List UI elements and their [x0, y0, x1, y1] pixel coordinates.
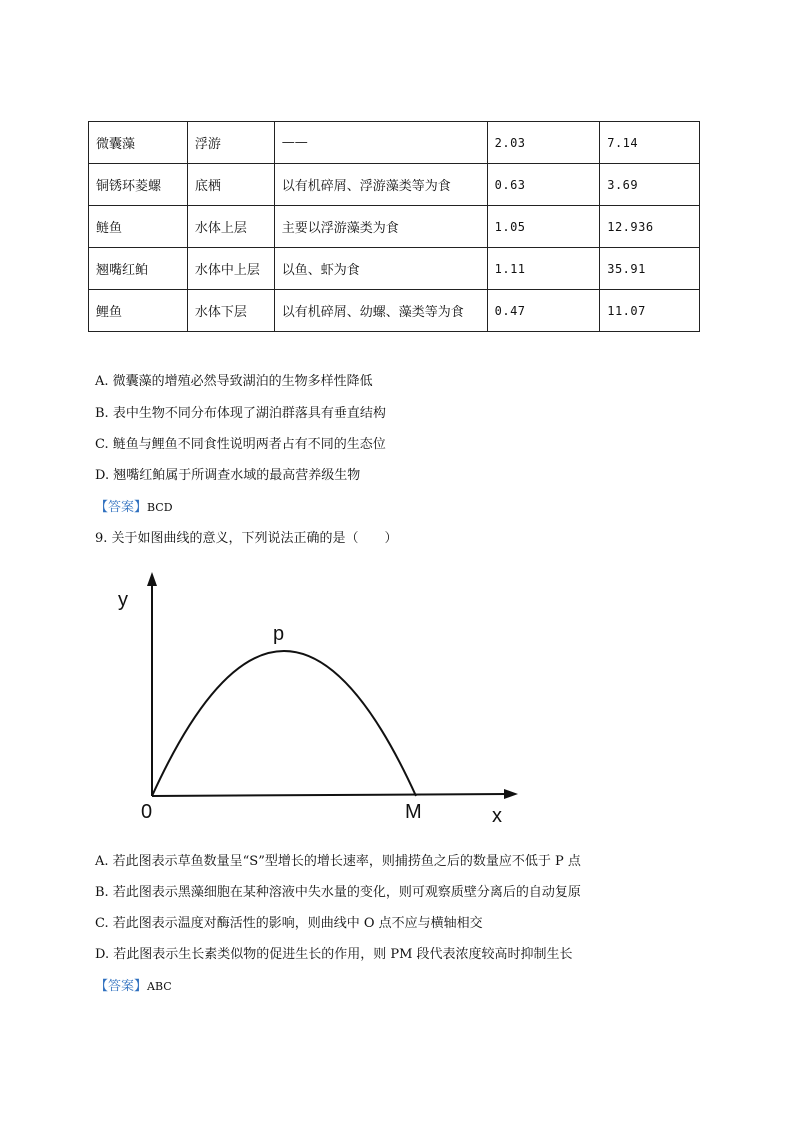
cell-species: 鲤鱼 — [89, 290, 188, 332]
q8-option-b: B. 表中生物不同分布体现了湖泊群落具有垂直结构 — [95, 406, 386, 421]
cell-habitat: 水体上层 — [187, 206, 274, 248]
data-table — [88, 121, 700, 332]
cell-value-2: 12.936 — [600, 206, 700, 248]
y-axis-arrow — [147, 572, 157, 586]
cell-habitat: 水体中上层 — [187, 248, 274, 290]
q9-stem: 9. 关于如图曲线的意义，下列说法正确的是（ ） — [95, 531, 398, 546]
cell-value-2: 7.14 — [600, 122, 700, 164]
table-row — [89, 290, 700, 332]
table-row — [89, 248, 700, 290]
cell-value-2: 35.91 — [600, 248, 700, 290]
cell-value-1: 1.05 — [487, 206, 600, 248]
answer-tag: 【答案】 — [95, 979, 148, 994]
cell-value-1: 2.03 — [487, 122, 600, 164]
cell-species: 翘嘴红鲌 — [89, 248, 188, 290]
cell-species: 鲢鱼 — [89, 206, 188, 248]
cell-diet: 以有机碎屑、浮游藻类等为食 — [274, 164, 487, 206]
x-axis — [152, 794, 508, 796]
cell-diet: —— — [274, 122, 487, 164]
q9-option-a: A. 若此图表示草鱼数量呈“S”型增长的增长速率，则捕捞鱼之后的数量应不低于 P 点 — [95, 854, 581, 869]
cell-value-1: 0.47 — [487, 290, 600, 332]
cell-diet: 以鱼、虾为食 — [274, 248, 487, 290]
answer-tag: 【答案】 — [95, 500, 148, 515]
table-row — [89, 122, 700, 164]
cell-value-1: 0.63 — [487, 164, 600, 206]
q9-answer-line — [95, 975, 172, 994]
table-row — [89, 164, 700, 206]
curve — [152, 651, 416, 796]
m-label: M — [405, 801, 422, 823]
y-axis-label: y — [118, 589, 128, 611]
cell-value-1: 1.11 — [487, 248, 600, 290]
q8-option-a: A. 微囊藻的增殖必然导致湖泊的生物多样性降低 — [95, 374, 373, 389]
origin-label: 0 — [141, 801, 153, 823]
cell-species: 铜锈环菱螺 — [89, 164, 188, 206]
cell-habitat: 浮游 — [187, 122, 274, 164]
cell-value-2: 11.07 — [600, 290, 700, 332]
x-axis-arrow — [504, 789, 518, 799]
peak-label: p — [273, 623, 285, 645]
q8-answer: BCD — [147, 501, 173, 514]
curve-graph — [100, 568, 530, 830]
q9-answer: ABC — [147, 980, 172, 993]
q8-option-d: D. 翘嘴红鲌属于所调查水域的最高营养级生物 — [95, 468, 361, 483]
cell-habitat: 底栖 — [187, 164, 274, 206]
x-axis-label: x — [492, 805, 502, 827]
cell-species: 微囊藻 — [89, 122, 188, 164]
q9-option-c: C. 若此图表示温度对酶活性的影响，则曲线中 O 点不应与横轴相交 — [95, 916, 483, 931]
q9-option-d: D. 若此图表示生长素类似物的促进生长的作用，则 PM 段代表浓度较高时抑制生长 — [95, 947, 573, 962]
cell-diet: 主要以浮游藻类为食 — [274, 206, 487, 248]
q8-answer-line — [95, 496, 173, 515]
cell-diet: 以有机碎屑、幼螺、藻类等为食 — [274, 290, 487, 332]
table-row — [89, 206, 700, 248]
cell-habitat: 水体下层 — [187, 290, 274, 332]
cell-value-2: 3.69 — [600, 164, 700, 206]
q9-option-b: B. 若此图表示黑藻细胞在某种溶液中失水量的变化，则可观察质壁分离后的自动复原 — [95, 885, 581, 900]
q8-option-c: C. 鲢鱼与鲤鱼不同食性说明两者占有不同的生态位 — [95, 437, 386, 452]
